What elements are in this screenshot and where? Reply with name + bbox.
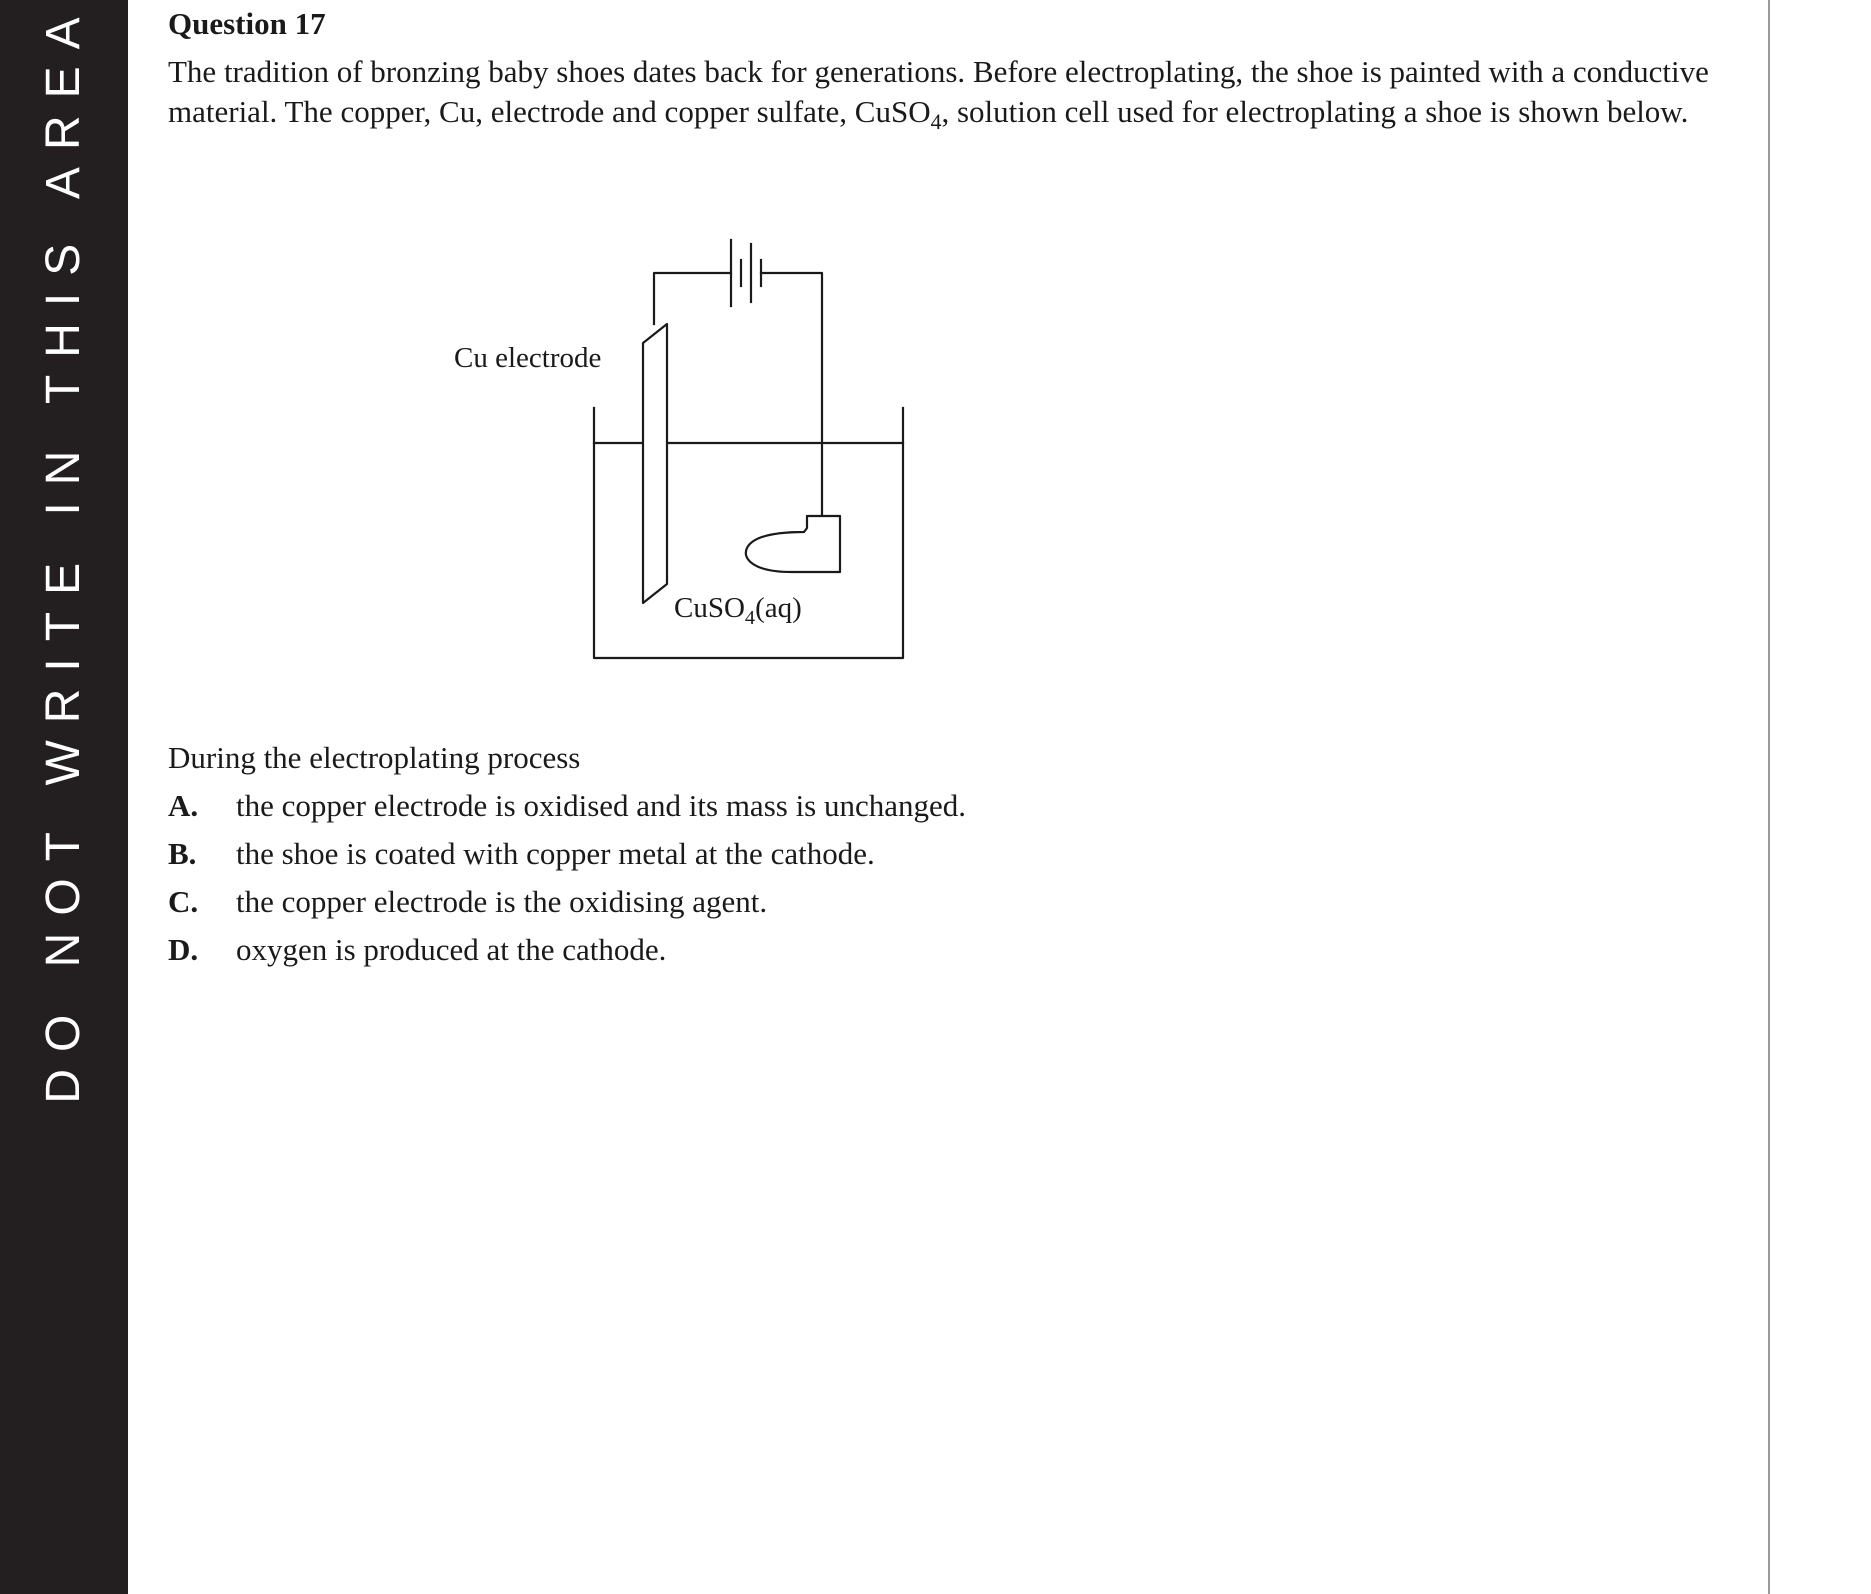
- margin-warning-text: DO NOT WRITE IN THIS AREA: [37, 0, 90, 1104]
- stem-text-part2: , solution cell used for electroplating a shoe is shown below.: [941, 94, 1689, 129]
- option-text: the shoe is coated with copper metal at the cathode.: [236, 836, 875, 871]
- cu-electrode-label: Cu electrode: [454, 342, 602, 374]
- margin-strip: [0, 0, 128, 1594]
- wire-left: [654, 273, 731, 324]
- question-lead-in: During the electroplating process: [168, 740, 581, 775]
- electroplating-diagram: [420, 228, 940, 668]
- option-text: the copper electrode is the oxidising agent.: [236, 884, 768, 919]
- shoe: [746, 516, 840, 572]
- option-letter: B.: [168, 836, 197, 871]
- option-letter: D.: [168, 932, 199, 967]
- question-title: Question 17: [168, 6, 326, 41]
- right-margin-rule: [1768, 0, 1770, 1594]
- stem-text-part1: The tradition of bronzing baby shoes dates back for generations. Before electroplating, the shoe is painted with a conductive material. The copper, Cu, electrode and copper sulfate, CuSO: [168, 54, 1709, 129]
- option-text: oxygen is produced at the cathode.: [236, 932, 667, 967]
- wire-right: [761, 273, 822, 516]
- solution-label-tail: (aq): [755, 592, 802, 624]
- option-text: the copper electrode is oxidised and its mass is unchanged.: [236, 788, 967, 823]
- stem-subscript: 4: [930, 110, 942, 135]
- solution-label-main: CuSO: [674, 592, 745, 624]
- solution-label-subscript: 4: [744, 606, 756, 629]
- solution-label: [674, 590, 802, 636]
- option-letter: A.: [168, 788, 199, 823]
- cu-electrode-plate: [643, 324, 667, 603]
- question-stem: [168, 52, 1728, 142]
- option-letter: C.: [168, 884, 199, 919]
